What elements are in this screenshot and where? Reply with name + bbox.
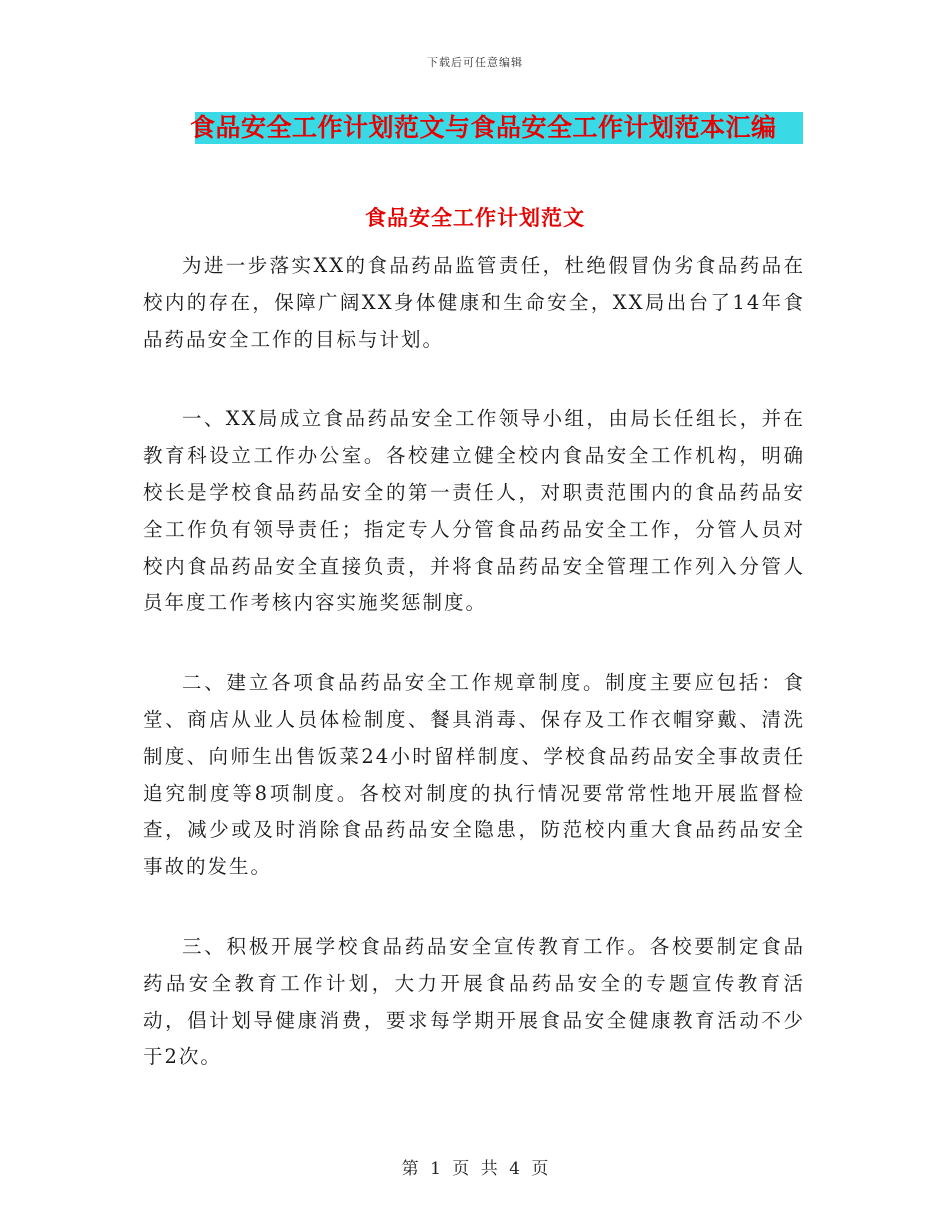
paragraph-1: 一、XX局成立食品药品安全工作领导小组，由局长任组长，并在教育科设立工作办公室。各校建立健全校内食品安全工作机构，明确校长是学校食品药品安全的第一责任人，对职责范围内的食品药品安全工作负有领导责任；指定专人分管食品药品安全工作，分管人员对校内食品药品安全直接负责，并将食品药品安全管理工作列入分管人员年度工作考核内容实施奖惩制度。	[143, 407, 805, 615]
page-number: 第 1 页 共 4 页	[401, 1159, 549, 1179]
document-body	[143, 248, 805, 1119]
paragraph-intro: 为进一步落实XX的食品药品监管责任，杜绝假冒伪劣食品药品在校内的存在，保障广阔XX身体健康和生命安全，XX局出台了14年食品药品安全工作的目标与计划。	[143, 254, 805, 351]
paragraph-3: 三、积极开展学校食品药品安全宣传教育工作。各校要制定食品药品安全教育工作计划，大力开展食品药品安全的专题宣传教育活动，倡计划导健康消费，要求每学期开展食品安全健康教育活动不少于2次。	[143, 934, 805, 1069]
section-title: 食品安全工作计划范文	[365, 205, 585, 230]
paragraph-2: 二、建立各项食品药品安全工作规章制度。制度主要应包括：食堂、商店从业人员体检制度、餐具消毒、保存及工作衣帽穿戴、清洗制度、向师生出售饭菜24小时留样制度、学校食品药品安全事故责任追究制度等8项制度。各校对制度的执行情况要常常性地开展监督检查，减少或及时消除食品药品安全隐患，防范校内重大食品药品安全事故的发生。	[143, 671, 805, 879]
page-header: 下载后可任意编辑	[427, 56, 523, 69]
main-title: 食品安全工作计划范文与食品安全工作计划范本汇编	[190, 113, 777, 142]
